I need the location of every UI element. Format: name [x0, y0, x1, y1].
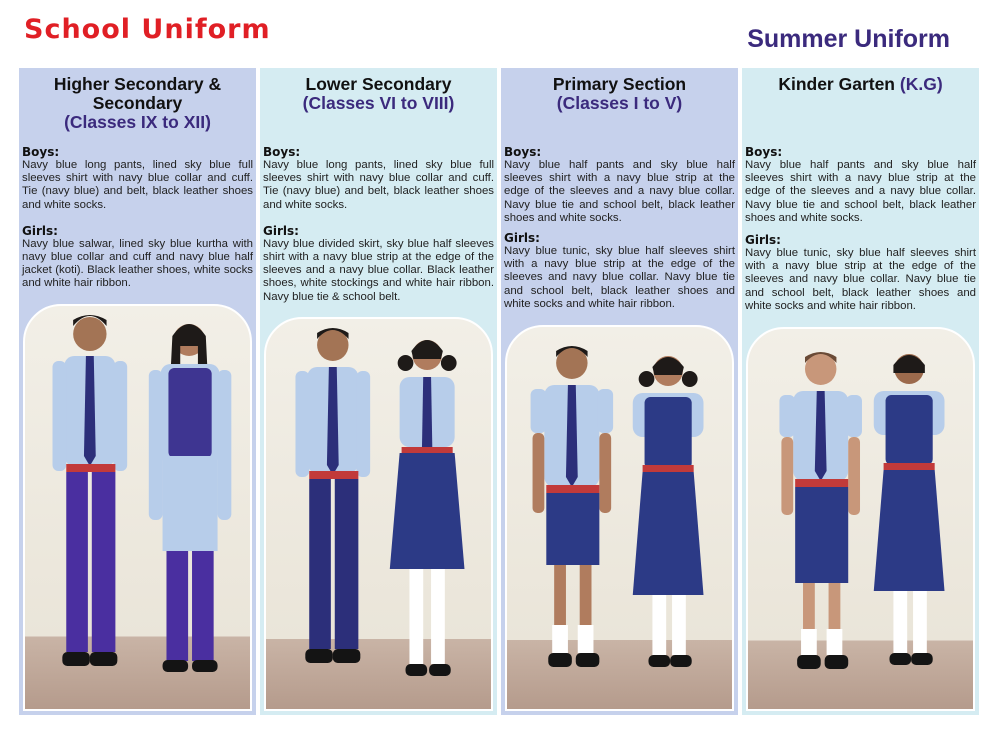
girls-description: Navy blue tunic, sky blue half sleeves shirt with a navy blue strip at the edge of the sleeves and navy blue collar. Navy blue tie and school belt, black leather shoes and white socks and white hair ribbon.: [745, 247, 976, 312]
uniform-photo: [746, 327, 975, 711]
boys-label: Boys:: [745, 145, 783, 159]
girls-label: Girls:: [504, 231, 540, 246]
column-subtitle: (K.G): [899, 74, 943, 94]
boys-label: Boys:: [263, 145, 301, 159]
column-lower-secondary: [260, 68, 497, 715]
column-primary-section: [501, 68, 738, 715]
boys-label: Boys:: [22, 145, 60, 159]
column-subtitle: (Classes VI to VIII): [302, 93, 455, 113]
girls-description: Navy blue divided skirt, sky blue half sleeves shirt with a navy blue strip at the edge of the sleeves and a navy blue collar. Black leather shoes, white stockings and white hair ribbon. Navy blue tie & school belt.: [263, 237, 494, 303]
brand-title: School Uniform: [24, 14, 271, 45]
uniform-photo: [505, 325, 734, 711]
boys-description: Navy blue half pants and sky blue half sleeves shirt with a navy blue strip at the edge of the sleeves and a navy blue collar. Navy blue tie and school belt, black leather shoes and white socks.: [745, 159, 976, 224]
boys-section: [19, 145, 256, 291]
column-title: Kinder Garten: [778, 74, 896, 94]
column-title: Lower Secondary: [305, 74, 452, 94]
students-illustration: [748, 329, 973, 709]
boys-description: Navy blue long pants, lined sky blue full sleeves shirt with navy blue collar and cuff. Tie (navy blue) and belt, black leather shoes and white socks.: [263, 159, 494, 211]
column-subtitle: (Classes IX to XII): [64, 112, 211, 132]
column-heading: [742, 68, 979, 143]
students-illustration: [25, 306, 250, 709]
boys-label: Boys:: [504, 145, 542, 159]
uniform-photo: [23, 304, 252, 711]
column-heading: [260, 68, 497, 143]
column-title: Primary Section: [552, 74, 687, 94]
students-illustration: [507, 327, 732, 709]
girls-label: Girls:: [745, 233, 781, 248]
boys-section: [742, 145, 979, 313]
boys-section: [501, 145, 738, 311]
girls-description: Navy blue salwar, lined sky blue kurtha with navy blue collar and cuff and navy blue half jacket (koti). Black leather shoes, white socks and white hair ribbon.: [22, 237, 253, 290]
column-subtitle: (Classes I to V): [556, 93, 683, 113]
boys-description: Navy blue long pants, lined sky blue full sleeves shirt with navy blue collar and cuff. Tie (navy blue) and belt, black leather shoes and white socks.: [22, 159, 253, 211]
boys-description: Navy blue half pants and sky blue half sleeves shirt with a navy blue strip at the edge of the sleeves and a navy blue collar. Navy blue tie and school belt, black leather shoes and white socks.: [504, 159, 735, 224]
column-kinder-garten: [742, 68, 979, 715]
column-higher-secondary: [19, 68, 256, 715]
season-title: Summer Uniform: [747, 25, 950, 53]
students-illustration: [266, 319, 491, 709]
boys-section: [260, 145, 497, 304]
column-heading: [501, 68, 738, 143]
girls-label: Girls:: [263, 223, 299, 238]
girls-label: Girls:: [22, 223, 58, 238]
column-heading: [19, 68, 256, 143]
girls-description: Navy blue tunic, sky blue half sleeves shirt with a navy blue strip at the edge of the sleeves and navy blue collar. Navy blue tie and school belt, black leather shoes and white socks and white hair ribbon.: [504, 245, 735, 310]
column-title: Higher Secondary & Secondary: [53, 74, 222, 113]
uniform-photo: [264, 317, 493, 711]
